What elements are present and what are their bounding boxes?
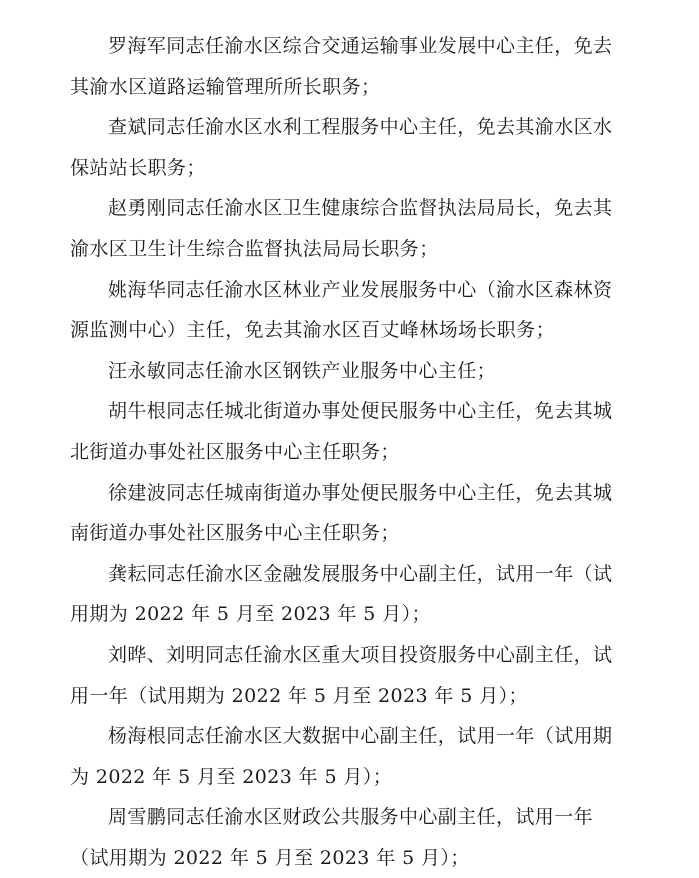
paragraph-yao-haihua [70, 270, 657, 351]
paragraph-yang-haigen [70, 716, 657, 797]
text-line: 用一年（试用期为 2022 年 5 月至 2023 年 5 月）； [70, 684, 528, 707]
text-line: 罗海军同志任渝水区综合交通运输事业发展中心主任，免去 [108, 35, 613, 57]
text-line: 查斌同志任渝水区水利工程服务中心主任，免去其渝水区水 [108, 116, 613, 139]
text-line: 源监测中心）主任，免去其渝水区百丈峰林场场长职务； [70, 319, 556, 342]
text-line: 用期为 2022 年 5 月至 2023 年 5 月）； [70, 603, 431, 626]
paragraph-luo-haijun [70, 26, 657, 107]
text-line: 渝水区卫生计生综合监督执法局局长职务； [70, 237, 439, 260]
text-line: 南街道办事处社区服务中心主任职务； [70, 522, 400, 545]
text-line: 龚耘同志任渝水区金融发展服务中心副主任，试用一年（试 [108, 562, 613, 585]
paragraph-cha-bin [70, 107, 657, 188]
text-line: 北街道办事处社区服务中心主任职务； [70, 440, 400, 463]
paragraph-xu-jianbo [70, 473, 657, 554]
paragraph-gong-yun [70, 554, 657, 635]
text-line: 杨海根同志任渝水区大数据中心副主任，试用一年（试用期 [108, 725, 613, 748]
paragraph-zhou-xuepeng [70, 797, 657, 878]
paragraph-zhao-yonggang [70, 188, 657, 269]
text-line: 其渝水区道路运输管理所所长职务； [70, 75, 381, 98]
paragraph-hu-niugen [70, 391, 657, 472]
paragraph-wang-yongmin [70, 351, 657, 392]
text-line: 周雪鹏同志任渝水区财政公共服务中心副主任，试用一年 [108, 806, 594, 829]
text-line: （试用期为 2022 年 5 月至 2023 年 5 月）； [70, 846, 470, 869]
text-line: 为 2022 年 5 月至 2023 年 5 月）； [70, 765, 393, 788]
text-line: 汪永敏同志任渝水区钢铁产业服务中心主任； [108, 359, 497, 382]
text-line: 姚海华同志任渝水区林业产业发展服务中心（渝水区森林资 [108, 278, 613, 301]
text-line: 徐建波同志任城南街道办事处便民服务中心主任，免去其城 [108, 481, 613, 504]
text-line: 胡牛根同志任城北街道办事处便民服务中心主任，免去其城 [108, 400, 613, 423]
text-line: 保站站长职务； [70, 156, 206, 179]
text-line: 赵勇刚同志任渝水区卫生健康综合监督执法局局长，免去其 [108, 197, 613, 220]
text-line: 刘晔、刘明同志任渝水区重大项目投资服务中心副主任，试 [108, 643, 613, 666]
paragraph-liu-ye-liu-ming [70, 635, 657, 716]
